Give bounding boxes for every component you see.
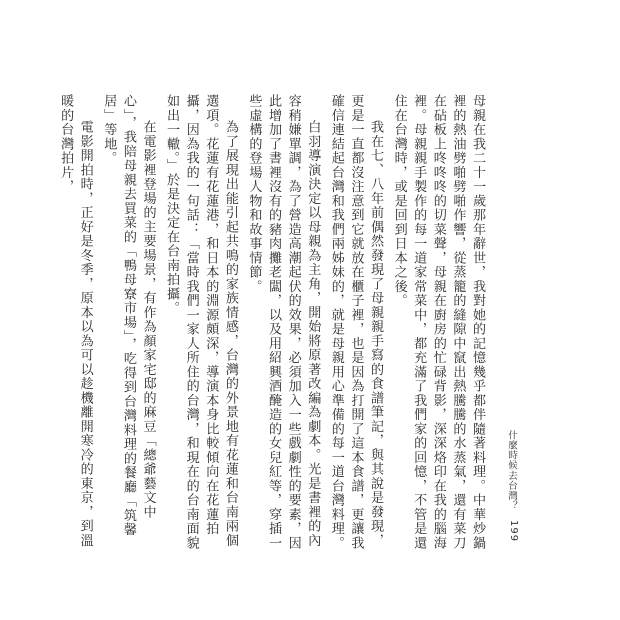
paragraph: 母親在我二十一歲那年辭世，我對她的記憶幾乎都伴隨著料理。中華炒鍋裡的熱油劈啪劈啪作響，從蒸籠的縫隙中竄出熱騰騰的水蒸氣，還有菜刀在砧板上咚咚咚的切菜聲，母親在廚房的忙碌背影，深深烙印在我的腦海裡。母親親手製作的每一道家常菜中，都充滿了我們家的回憶，不管是還住在台灣時，或是回到日本之後。: [391, 94, 485, 550]
running-head: 什麼時候去台灣？: [506, 430, 517, 511]
paragraph: 為了展現出能引起共鳴的家族情感，台灣的外景地有花蓮和台南兩個選項。花蓮有花蓮港，和日本的淵源頗深，導演本身比較傾向在花蓮拍攝，因為我的一句話：「當時我們一家人所住的台灣，和現在的台南面貌如出一轍。」於是決定在台南拍攝。: [164, 94, 238, 550]
paragraph: 白羽導演決定以母親為主角，開始將原著改編為劇本。光是書裡的內容稍嫌單調，為了營造高潮起伏的效果，必須加入一些戲劇性的要素，因此增加了書裡沒有的豬肉攤老闆，以及用紹興酒醃造的女兒紅等，穿插一些虛構的登場人物和故事情節。: [246, 94, 321, 550]
paragraph: 電影開拍時，正好是冬季，原本以為可以趁機離開寒冷的東京，到溫暖的台灣拍片，: [58, 94, 93, 548]
paragraph: 在電影裡登場的主要場景，有作為顏家宅邸的麻豆「總爺藝文中心」，我陪母親去買菜的「鴨母寮市場」，吃得到台灣料理的餐廳「筑馨居」等地。: [101, 94, 156, 537]
body-text: [56, 94, 487, 554]
paragraph: 我在七、八年前偶然發現了母親親手寫的食譜筆記，與其說是發現，更是一直都沒注意到它就放在櫃子裡，也是因為打開了這本食譜，更讓我確信連結起台灣和我們兩姊妹的，就是母親用心準備的每一道台灣料理。: [328, 94, 384, 550]
page-number: 199: [508, 520, 519, 543]
